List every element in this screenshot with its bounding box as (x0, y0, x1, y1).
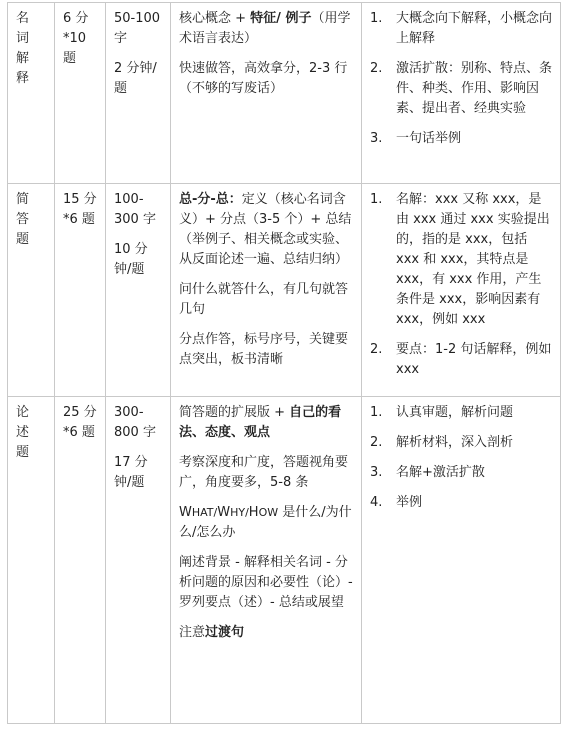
bold-text: 总-分-总： (179, 192, 242, 207)
score-cell (55, 397, 106, 724)
table-row (8, 3, 561, 184)
tip-number: 1. (370, 405, 383, 420)
method-paragraph: 快速做答，高效拿分，2-3 行（不够的写废话） (179, 61, 348, 96)
question-count: *10 题 (63, 31, 87, 66)
tip-text: 解析材料，深入剖析 (396, 435, 514, 450)
tip-text: 要点：1-2 句话解释，例如 xxx (396, 342, 552, 377)
tips-list-item (370, 403, 554, 423)
score-value: 15 分 (63, 192, 97, 207)
tip-number: 1. (370, 11, 383, 26)
length-cell (106, 397, 171, 724)
method-paragraph: 考察深度和广度，答题视角要广，角度要多，5-8 条 (179, 455, 349, 490)
tips-list (370, 403, 554, 513)
method-paragraph: 简答题的扩展版 + 自己的看法、态度、观点 (179, 405, 342, 440)
method-paragraph: 核心概念 + 特征/ 例子（用学术语言表达） (179, 11, 351, 46)
tips-cell (362, 3, 561, 184)
question-type-cell: 论述题 (8, 397, 55, 724)
method-cell (171, 397, 362, 724)
tips-list-item (370, 340, 554, 380)
question-count: *6 题 (63, 212, 95, 227)
score-cell (55, 184, 106, 397)
question-type-cell: 简答题 (8, 184, 55, 397)
table-row (8, 397, 561, 724)
exam-table (7, 2, 561, 724)
tips-list-item (370, 190, 554, 330)
method-cell (171, 3, 362, 184)
method-paragraph: 分点作答，标号序号，关键要点突出，板书清晰 (179, 332, 349, 367)
word-count: 100-300 字 (114, 192, 156, 227)
bold-text: 过渡句 (205, 625, 245, 640)
tip-text: 举例 (396, 495, 423, 510)
tip-text: 激活扩散：别称、特点、条件、种类、作用、影响因素、提出者、经典实验 (396, 61, 553, 116)
tips-list (370, 190, 554, 380)
tip-text: 一句话举例 (396, 131, 462, 146)
question-type-cell: 名词解释 (8, 3, 55, 184)
method-paragraph: 阐述背景 - 解释相关名词 - 分析问题的原因和必要性（论）- 罗列要点（述）- 总结或展望 (179, 555, 353, 610)
tip-number: 3. (370, 131, 383, 146)
tips-list (370, 9, 554, 149)
tips-list-item (370, 433, 554, 453)
tip-number: 3. (370, 465, 383, 480)
method-paragraph: 总-分-总：定义（核心名词含义）+ 分点（3-5 个）+ 总结（举例子、相关概念或实验、从反面论述一遍、总结归纳） (179, 192, 352, 267)
word-count: 300-800 字 (114, 405, 156, 440)
score-cell (55, 3, 106, 184)
score-value: 6 分 (63, 11, 89, 26)
word-count: 50-100 字 (114, 11, 161, 46)
bold-text: 特征/ 例子 (250, 11, 312, 26)
tips-list-item (370, 129, 554, 149)
table-row (8, 184, 561, 397)
method-paragraph: WHAT/WHY/HOW 是什么/为什么/怎么办 (179, 505, 352, 540)
time-per-question: 10 分钟/题 (114, 242, 148, 277)
method-paragraph: 注意过渡句 (179, 625, 245, 640)
tips-list-item (370, 59, 554, 119)
tip-text: 认真审题，解析问题 (396, 405, 514, 420)
length-cell (106, 184, 171, 397)
tip-number: 1. (370, 192, 383, 207)
length-cell (106, 3, 171, 184)
tip-text: 大概念向下解释，小概念向上解释 (396, 11, 553, 46)
score-value: 25 分 (63, 405, 97, 420)
method-paragraph: 问什么就答什么，有几句就答几句 (179, 282, 349, 317)
tips-list-item (370, 9, 554, 49)
tip-text: 名解+激活扩散 (396, 465, 485, 480)
tip-text: 名解：xxx 又称 xxx，是由 xxx 通过 xxx 实验提出的，指的是 xxx，包括 xxx 和 xxx，其特点是 xxx，有 xxx 作用，产生条件是 xxx，影响因素有 xxx，例如 xxx (396, 192, 550, 327)
tips-cell (362, 397, 561, 724)
tips-cell (362, 184, 561, 397)
tips-list-item (370, 493, 554, 513)
method-cell (171, 184, 362, 397)
time-per-question: 17 分钟/题 (114, 455, 148, 490)
bold-text: 自己的看法、态度、观点 (179, 405, 342, 440)
tip-number: 2. (370, 342, 383, 357)
time-per-question: 2 分钟/题 (114, 61, 157, 96)
question-count: *6 题 (63, 425, 95, 440)
tip-number: 4. (370, 495, 383, 510)
tip-number: 2. (370, 61, 383, 76)
tip-number: 2. (370, 435, 383, 450)
tips-list-item (370, 463, 554, 483)
